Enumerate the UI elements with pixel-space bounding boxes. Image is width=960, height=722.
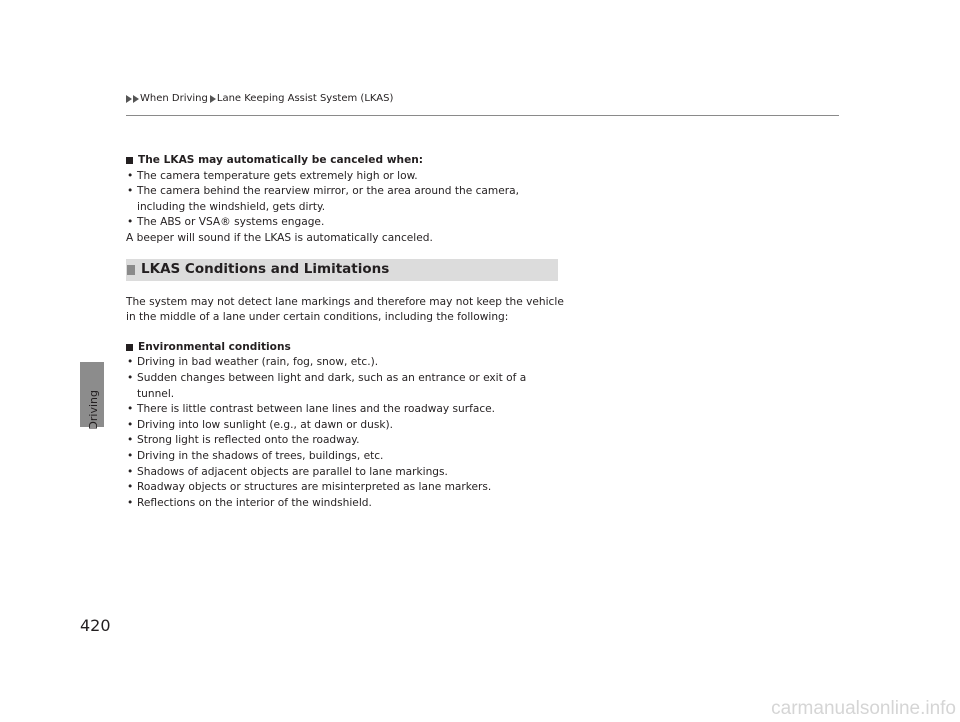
list-item: • Shadows of adjacent objects are parallel to lane markings. [126, 465, 566, 481]
list-item: • Roadway objects or structures are misinterpreted as lane markers. [126, 480, 566, 496]
chapter-label: Driving [87, 390, 100, 430]
list-item: • Driving in bad weather (rain, fog, snow, etc.). [126, 355, 566, 371]
list-item: • The ABS or VSA® systems engage. [126, 215, 566, 231]
list-item: • Reflections on the interior of the windshield. [126, 496, 566, 512]
list-item: • The camera behind the rearview mirror, or the area around the camera, including the windshield, gets dirty. [126, 184, 566, 215]
square-bullet-icon [126, 157, 133, 164]
conditions-intro: The system may not detect lane markings and therefore may not keep the vehicle in the middle of a lane under certain conditions, including the following: [126, 295, 564, 324]
beeper-note: A beeper will sound if the LKAS is automatically canceled. [126, 231, 433, 244]
list-item: • Driving into low sunlight (e.g., at dawn or dusk). [126, 418, 566, 434]
breadcrumb-arrow-icon [210, 95, 216, 103]
breadcrumb [126, 93, 393, 104]
page-number: 420 [80, 616, 111, 635]
list-item: • Sudden changes between light and dark, such as an entrance or exit of a tunnel. [126, 371, 566, 402]
section-title: LKAS Conditions and Limitations [141, 260, 390, 277]
environmental-heading [126, 340, 566, 356]
cancel-section-heading [126, 153, 566, 169]
breadcrumb-item-lkas[interactable]: Lane Keeping Assist System (LKAS) [216, 93, 394, 104]
square-bullet-icon [126, 344, 133, 351]
list-item: • Strong light is reflected onto the roadway. [126, 433, 566, 449]
list-item: • Driving in the shadows of trees, buildings, etc. [126, 449, 566, 465]
cancel-heading-text: The LKAS may automatically be canceled when: [138, 154, 424, 166]
list-item: • The camera temperature gets extremely high or low. [126, 169, 566, 185]
cancel-conditions-list [126, 169, 566, 231]
page-content [126, 153, 566, 511]
breadcrumb-item-when-driving[interactable]: When Driving [140, 93, 208, 104]
environmental-conditions-list [126, 355, 566, 511]
header-divider [126, 115, 839, 116]
list-item: • There is little contrast between lane lines and the roadway surface. [126, 402, 566, 418]
breadcrumb-arrow-icon [133, 95, 139, 103]
section-title-banner [126, 259, 558, 281]
watermark: carmanualsonline.info [771, 698, 956, 719]
environmental-heading-text: Environmental conditions [138, 340, 291, 353]
square-marker-icon [127, 265, 135, 275]
breadcrumb-arrow-icon [126, 95, 132, 103]
